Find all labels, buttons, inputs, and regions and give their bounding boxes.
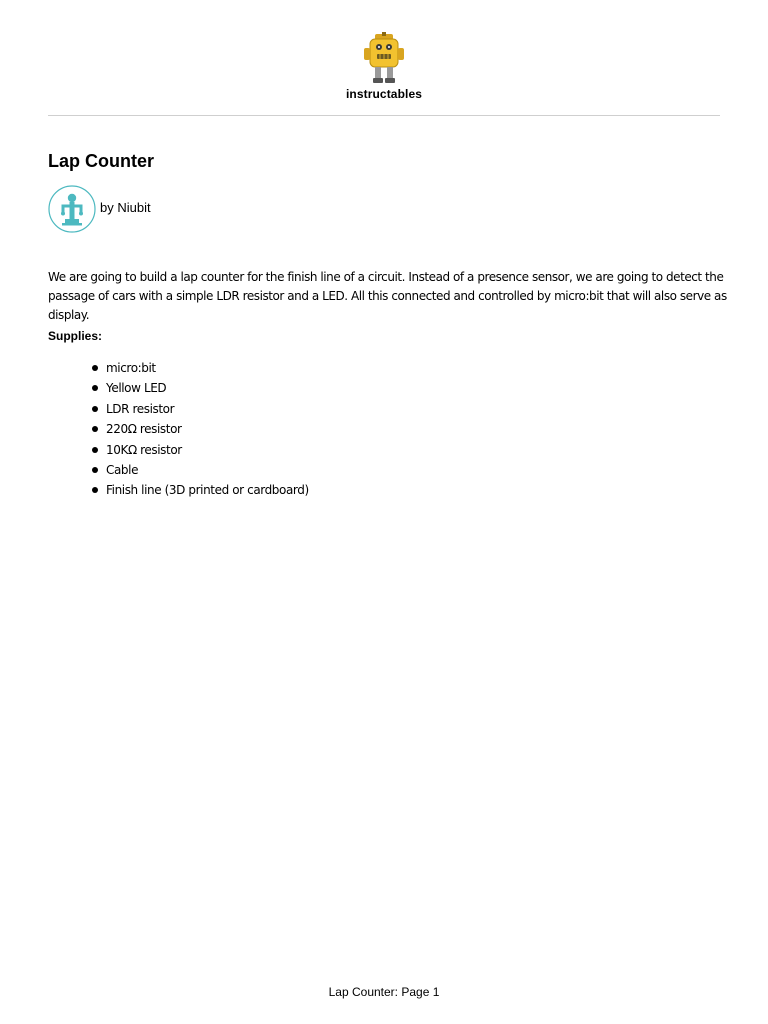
bullet-icon xyxy=(92,426,98,432)
page-title: Lap Counter xyxy=(48,151,154,171)
supplies-list xyxy=(88,360,309,503)
brand-name[interactable]: instructables xyxy=(346,87,422,101)
supply-label: Finish line (3D printed or cardboard) xyxy=(106,483,309,498)
supply-label: Cable xyxy=(106,462,139,477)
list-item xyxy=(88,380,309,400)
list-item xyxy=(88,482,309,502)
list-item xyxy=(88,421,309,441)
list-item xyxy=(88,360,309,380)
supply-label: Yellow LED xyxy=(106,381,167,396)
intro-paragraph: We are going to build a lap counter for the finish line of a circuit. Instead of a presence sensor, we are going to detect the passage of cars with a simple LDR resistor and a LED. All this connected and controlled by micro:bit that will also serve as display. xyxy=(48,270,727,322)
list-item xyxy=(88,462,309,482)
author-avatar-icon[interactable] xyxy=(48,185,96,233)
list-item xyxy=(88,442,309,462)
supply-label: 220Ω resistor xyxy=(106,422,182,437)
supplies-heading: Supplies: xyxy=(48,329,103,343)
page-footer: Lap Counter: Page 1 xyxy=(328,985,440,999)
bullet-icon xyxy=(92,365,98,371)
supply-label: micro:bit xyxy=(106,361,156,375)
bullet-icon xyxy=(92,467,98,473)
author-byline[interactable]: by Niubit xyxy=(100,200,151,215)
supply-label: LDR resistor xyxy=(106,401,175,416)
supply-label: 10KΩ resistor xyxy=(106,442,182,457)
bullet-icon xyxy=(92,385,98,391)
instructables-robot-logo-icon xyxy=(358,32,410,86)
list-item xyxy=(88,401,309,421)
header-divider xyxy=(48,115,720,116)
bullet-icon xyxy=(92,447,98,453)
bullet-icon xyxy=(92,487,98,493)
page-header xyxy=(0,0,768,115)
bullet-icon xyxy=(92,406,98,412)
